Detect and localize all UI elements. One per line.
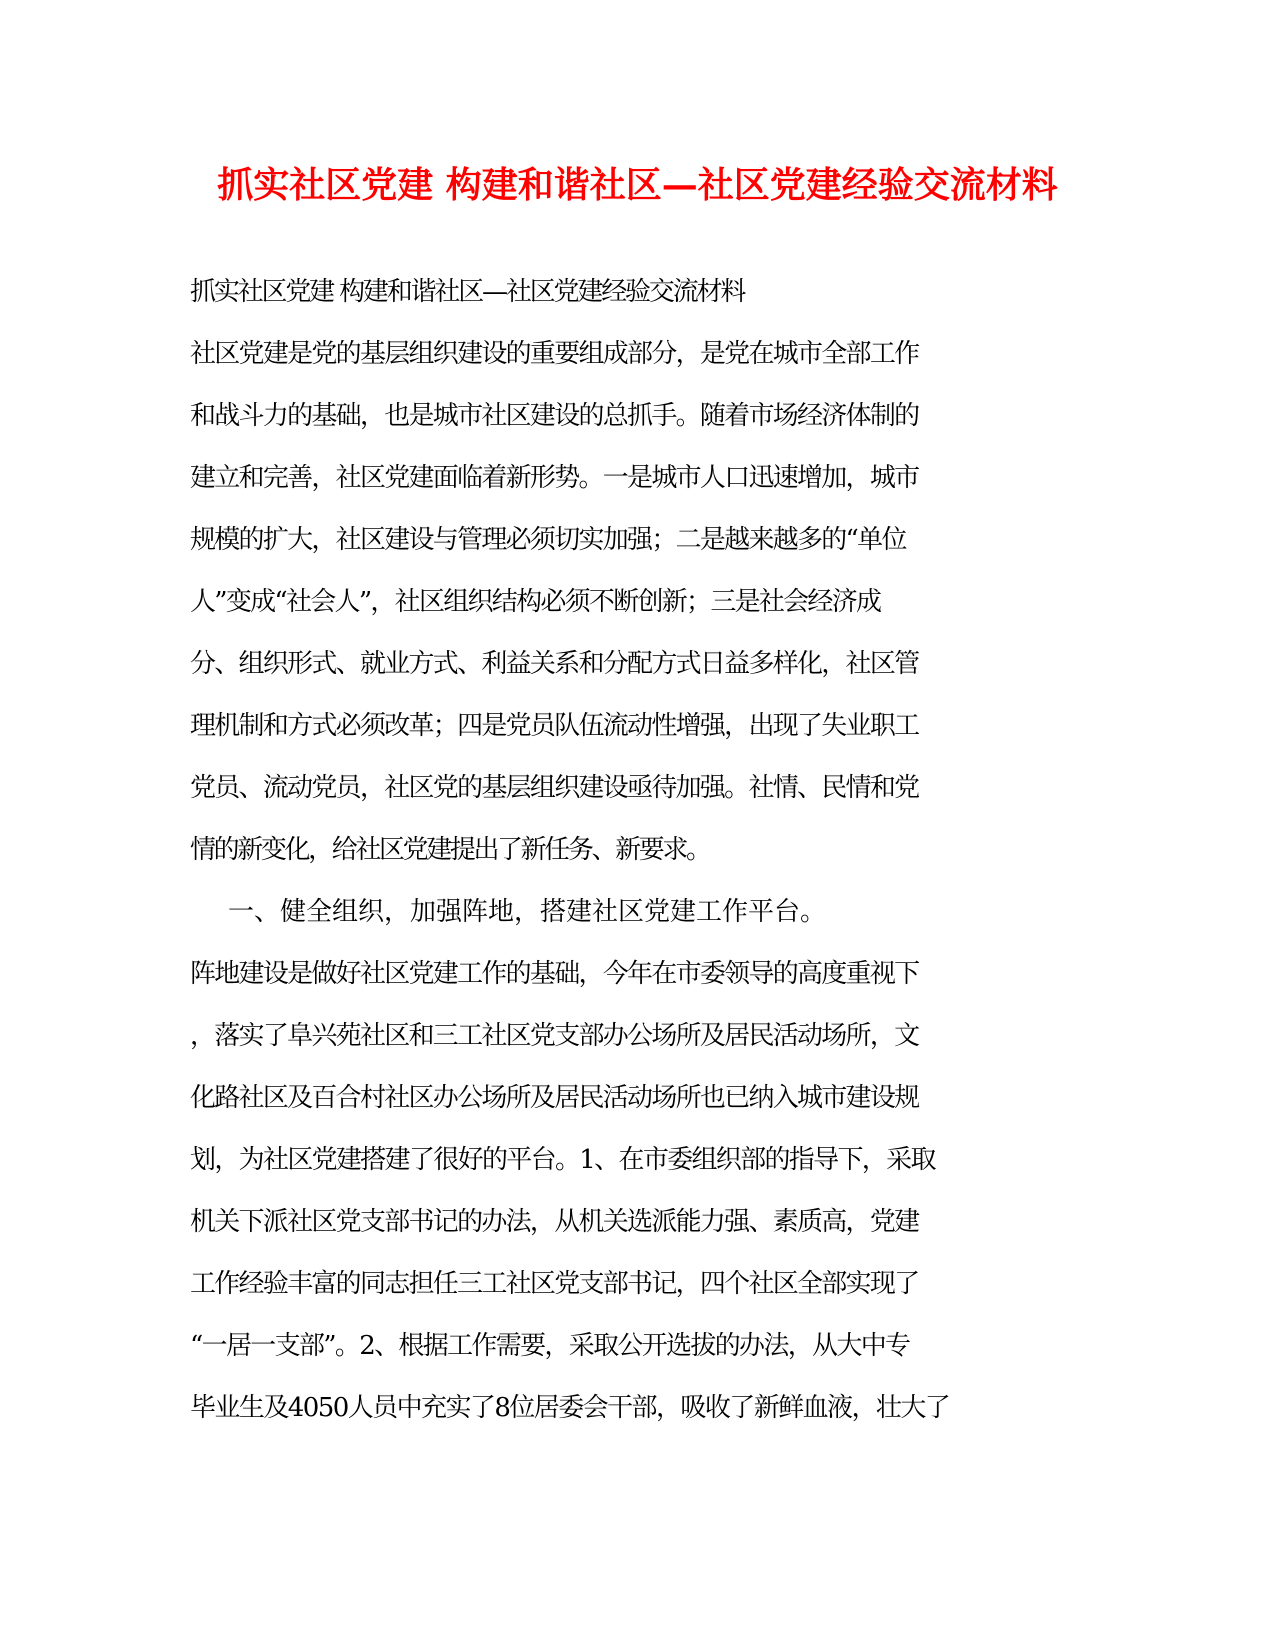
body-line: 划，为社区党建搭建了很好的平台。1、在市委组织部的指导下，采取 xyxy=(190,1145,935,1175)
body-line: 毕业生及4050人员中充实了8位居委会干部，吸收了新鲜血液，壮大了 xyxy=(190,1393,950,1423)
body-line: 规模的扩大，社区建设与管理必须切实加强；二是越来越多的“单位 xyxy=(190,525,906,555)
body-line: 分、组织形式、就业方式、利益关系和分配方式日益多样化，社区管 xyxy=(190,649,919,679)
document-title: 抓实社区党建 构建和谐社区—社区党建经验交流材料 xyxy=(217,164,1058,206)
body-line: 社区党建是党的基层组织建设的重要组成部分，是党在城市全部工作 xyxy=(190,339,919,369)
body-line: 人”变成“社会人”，社区组织结构必须不断创新；三是社会经济成 xyxy=(190,587,881,617)
body-line: “一居一支部”。2、根据工作需要，采取公开选拔的办法，从大中专 xyxy=(190,1331,910,1361)
body-line: ，落实了阜兴苑社区和三工社区党支部办公场所及居民活动场所，文 xyxy=(190,1021,919,1051)
body-line: 建立和完善，社区党建面临着新形势。一是城市人口迅速增加，城市 xyxy=(190,463,919,493)
section-heading: 一、健全组织，加强阵地，搭建社区党建工作平台。 xyxy=(228,897,827,927)
body-line: 工作经验丰富的同志担任三工社区党支部书记，四个社区全部实现了 xyxy=(190,1269,919,1299)
body-line: 和战斗力的基础，也是城市社区建设的总抓手。随着市场经济体制的 xyxy=(190,401,919,431)
body-line: 机关下派社区党支部书记的办法，从机关选派能力强、素质高，党建 xyxy=(190,1207,919,1237)
body-line: 情的新变化，给社区党建提出了新任务、新要求。 xyxy=(190,835,710,865)
body-line: 理机制和方式必须改革；四是党员队伍流动性增强，出现了失业职工 xyxy=(190,711,919,741)
body-line: 化路社区及百合村社区办公场所及居民活动场所也已纳入城市建设规 xyxy=(190,1083,919,1113)
body-line: 阵地建设是做好社区党建工作的基础，今年在市委领导的高度重视下 xyxy=(190,959,919,989)
body-line: 党员、流动党员，社区党的基层组织建设亟待加强。社情、民情和党 xyxy=(190,773,919,803)
body-line-subtitle: 抓实社区党建 构建和谐社区—社区党建经验交流材料 xyxy=(190,277,745,307)
